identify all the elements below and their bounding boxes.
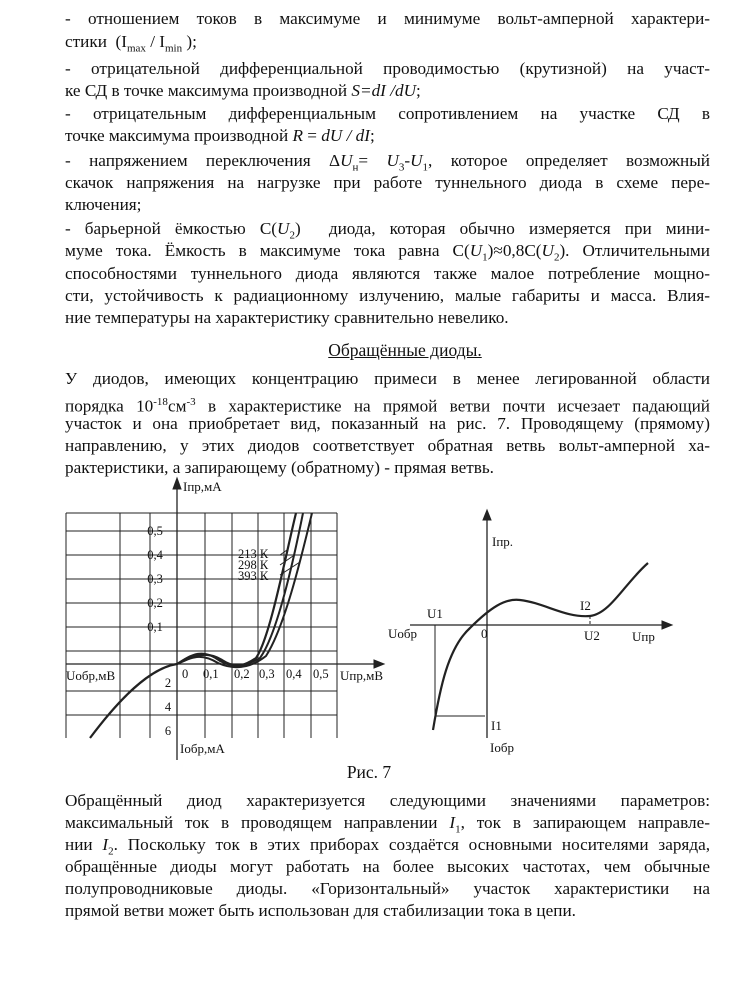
text-line: - отрицательной дифференциальной проводимостью (крутизной) на участ- <box>65 59 710 78</box>
text-line: - отношением токов в максимуме и минимуме вольт-амперной характери- <box>65 9 710 28</box>
right-plot <box>410 510 672 738</box>
text-line: Обращённый диод характеризуется следующими значениями параметров: <box>65 791 710 810</box>
y-tick: 2 <box>164 676 172 690</box>
temp-label: 213 К <box>238 547 269 561</box>
text-line: - напряжением переключения $\Delta U_н= U_3-U_1$, которое определяет возможный <box>65 151 710 174</box>
text-line: полупроводниковые диоды. «Горизонтальный» участок характеристики на <box>65 879 710 898</box>
y-tick: 0,2 <box>147 596 163 610</box>
u1-label: U1 <box>427 606 443 621</box>
text-line: прямой ветви может быть использован для стабилизации тока в цепи. <box>65 901 576 920</box>
x-tick: 0,3 <box>259 667 275 681</box>
temp-label: 298 К <box>238 558 269 572</box>
text-line: способностями туннельного диода являются также малое потребление мощно- <box>65 264 710 283</box>
text-line: максимальный ток в проводящем направлении $I_1$, ток в запирающем направле- <box>65 813 710 836</box>
y-tick: 4 <box>164 700 172 714</box>
y-tick: 0,4 <box>147 548 163 562</box>
x-axis-right-label: Uпр,мВ <box>340 668 383 683</box>
i2-label: I2 <box>580 598 591 613</box>
text-line: сти, устойчивость к радиационному излучению, малые габариты и масса. Влия- <box>65 286 710 305</box>
x-axis-left-label: Uобр,мВ <box>66 668 116 683</box>
text-line: рактеристики, а запирающему (обратному) - прямая ветвь. <box>65 458 494 477</box>
figure-caption: Рис. 7 <box>346 762 392 782</box>
text-line: участок и она приобретает вид, показанный на рис. 7. Проводящему (прямому) <box>65 414 710 433</box>
y-tick: 6 <box>164 724 172 738</box>
text-line: ние температуры на характеристику сравнительно невелико. <box>65 308 509 327</box>
text-line: нии $I_2$. Поскольку ток в этих приборах создаётся основными носителями заряда, <box>65 835 710 858</box>
x-tick: 0,4 <box>286 667 302 681</box>
right-y-top: Iпр. <box>492 534 514 549</box>
right-plot-labels <box>388 534 655 755</box>
text-line: обращённые диоды могут работать на более высоких частотах, чем обычные <box>65 857 710 876</box>
figure-7 <box>0 468 738 768</box>
text-line: ключения; <box>65 195 142 214</box>
x-tick: 0,2 <box>234 667 250 681</box>
temp-label: 393 К <box>238 569 269 583</box>
text-line: ке СД в точке максимума производной S=dI /dU; <box>65 81 421 100</box>
y-tick: 0,5 <box>147 524 163 538</box>
left-plot <box>66 478 384 760</box>
right-origin: 0 <box>481 626 488 641</box>
u2-label: U2 <box>584 628 600 643</box>
section-title: Обращённые диоды. <box>328 340 482 360</box>
text-line: - отрицательным дифференциальным сопротивлением на участке СД в <box>65 104 710 123</box>
y-axis-top-label: Iпр,мА <box>183 479 222 494</box>
x-tick: 0 <box>182 667 189 681</box>
y-tick: 0,3 <box>147 572 163 586</box>
left-plot-labels <box>66 479 383 756</box>
right-y-bottom: Iобр <box>490 740 514 755</box>
y-axis-bottom-label: Iобр,мА <box>180 741 225 756</box>
x-tick: 0,1 <box>203 667 219 681</box>
right-x-left: Uобр <box>388 626 418 641</box>
y-tick: 0,1 <box>147 620 163 634</box>
text-line: порядка $10^{-18}см^{-3}$ в характеристике на прямой ветви почти исчезает падающий <box>65 396 710 416</box>
text-line: скачок напряжения на нагрузке при работе туннельного диода в схеме пере- <box>65 173 710 192</box>
text-line: направлению, у этих диодов соответствует обратная ветвь вольт-амперной ха- <box>65 436 710 455</box>
i1-label: I1 <box>491 718 502 733</box>
text-line: У диодов, имеющих концентрацию примеси в менее легированной области <box>65 369 710 388</box>
text-line: стики ($I_{max} / I_{min}$ ); <box>65 32 197 55</box>
x-tick: 0,5 <box>313 667 329 681</box>
text-line: - барьерной ёмкостью $C(U_2)$ диода, которая обычно измеряется при мини- <box>65 219 710 242</box>
text-line: муме тока. Ёмкость в максимуме тока равна $C(U_1)\approx 0,8C(U_2)$. Отличительными <box>65 241 710 264</box>
text-line: точке максимума производной R = dU / dI; <box>65 126 375 145</box>
right-x-right: Uпр <box>632 629 655 644</box>
